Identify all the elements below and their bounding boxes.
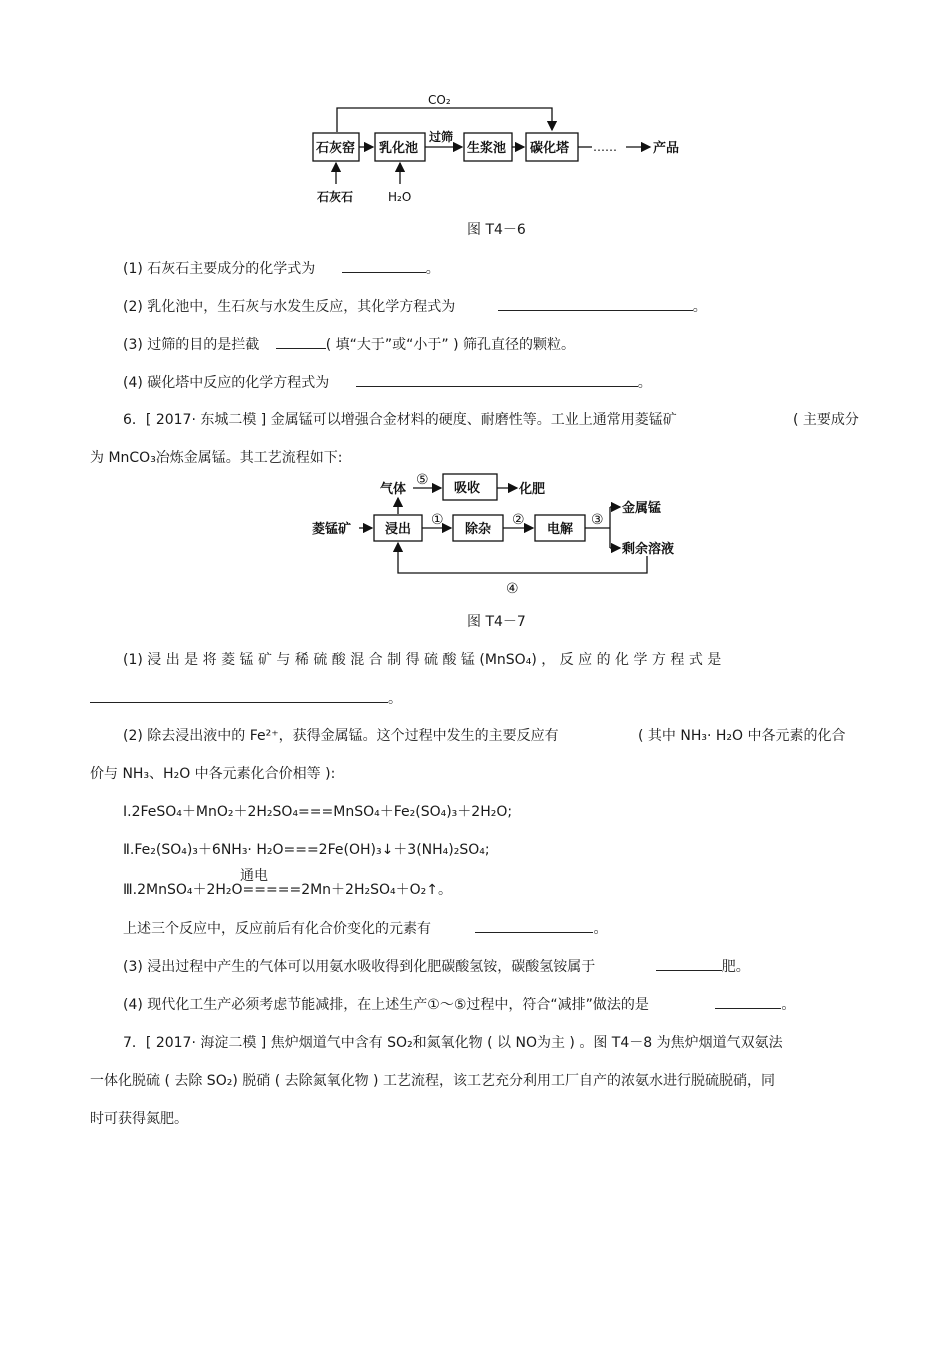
answer-blank[interactable]	[656, 956, 722, 971]
remaining-solution-label: 剩余溶液	[622, 542, 675, 557]
q6-intro-line1: 6．[ 2017· 东城二模 ] 金属锰可以增强合金材料的硬度、耐磨性等。工业上通常用菱锰矿	[123, 412, 677, 428]
box-slurry-label: 生浆池	[467, 141, 507, 156]
product-label: 产品	[653, 141, 680, 156]
q6-part2-line2: 价与 NH₃、H₂O 中各元素化合价相等 ):	[90, 766, 336, 782]
gas-label: 气体	[380, 482, 407, 497]
box-remove-label: 除杂	[465, 522, 492, 537]
q6-part1-line2: 。	[90, 688, 402, 709]
q6-part2-end: 上述三个反应中，反应前后有化合价变化的元素有 。	[123, 918, 607, 939]
q5-part1: (1) 石灰石主要成分的化学式为 。	[123, 258, 440, 279]
box-electrolysis-label: 电解	[547, 522, 574, 537]
reaction-3-condition: 通电	[240, 868, 268, 884]
step3-label: ③	[591, 512, 604, 528]
q6-part2-line1a: (2) 除去浸出液中的 Fe²⁺，获得金属锰。这个过程中发生的主要反应有	[123, 728, 559, 744]
ore-label: 菱锰矿	[312, 522, 352, 537]
answer-blank[interactable]	[475, 918, 593, 933]
box-absorb-label: 吸收	[454, 481, 481, 496]
q6-part2-line1b: ( 其中 NH₃· H₂O 中各元素的化合	[638, 728, 846, 744]
reaction-3: Ⅲ.2MnSO₄＋2H₂O=====2Mn＋2H₂SO₄＋O₂↑。	[123, 882, 452, 898]
co2-line	[337, 108, 552, 132]
q7-line3: 时可获得氮肥。	[90, 1111, 188, 1127]
flowchart-t4-7	[305, 468, 685, 600]
reaction-2: Ⅱ.Fe₂(SO₄)₃＋6NH₃· H₂O===2Fe(OH)₃↓＋3(NH₄)₂SO₄;	[123, 842, 490, 858]
step1-label: ①	[431, 512, 444, 528]
box-lime-kiln-label: 石灰窑	[316, 141, 356, 156]
answer-blank[interactable]	[498, 296, 693, 311]
answer-blank[interactable]	[342, 258, 426, 273]
flowchart-t4-6	[300, 88, 700, 208]
input-water: H₂O	[388, 190, 412, 204]
input-limestone: 石灰石	[317, 190, 354, 204]
q6-part3: (3) 浸出过程中产生的气体可以用氨水吸收得到化肥碳酸氢铵，碳酸氢铵属于 肥。	[123, 956, 750, 977]
co2-label: CO₂	[428, 93, 451, 107]
q7-line2: 一体化脱硫 ( 去除 SO₂) 脱硝 ( 去除氮氧化物 ) 工艺流程，该工艺充分利用工厂自产的浓氨水进行脱硫脱硝，同	[90, 1073, 775, 1089]
box-emulsify-label: 乳化池	[379, 141, 419, 156]
answer-blank[interactable]	[715, 994, 781, 1009]
q7-line1: 7．[ 2017· 海淀二模 ] 焦炉烟道气中含有 SO₂和氮氧化物 ( 以 NO为主 ) 。图 T4－8 为焦炉烟道气双氨法	[123, 1035, 783, 1051]
box-carbon-tower-label: 碳化塔	[530, 141, 570, 156]
sieve-label: 过筛	[429, 130, 454, 144]
dots: ……	[593, 140, 617, 154]
answer-blank[interactable]	[90, 688, 388, 703]
q6-part4: (4) 现代化工生产必须考虑节能减排，在上述生产①～⑤过程中，符合“减排”做法的是 。	[123, 994, 795, 1015]
step5-label: ⑤	[416, 472, 429, 488]
figure-caption-t4-6: 图 T4－6	[467, 222, 526, 238]
box-leach-label: 浸出	[385, 522, 412, 537]
q6-intro-line2: 为 MnCO₃冶炼金属锰。其工艺流程如下:	[90, 450, 343, 466]
step2-label: ②	[512, 512, 525, 528]
q5-part3: (3) 过筛的目的是拦截 ( 填“大于”或“小于” ) 筛孔直径的颗粒。	[123, 334, 575, 355]
q5-part2: (2) 乳化池中，生石灰与水发生反应，其化学方程式为 。	[123, 296, 707, 317]
fertilizer-label: 化肥	[519, 482, 546, 497]
step4-label: ④	[506, 581, 519, 597]
figure-caption-t4-7: 图 T4－7	[467, 614, 526, 630]
answer-blank[interactable]	[356, 372, 638, 387]
q6-part1-line1: (1) 浸 出 是 将 菱 锰 矿 与 稀 硫 酸 混 合 制 得 硫 酸 锰 (MnSO₄) ， 反 应 的 化 学 方 程 式 是	[123, 652, 722, 668]
metal-mn-label: 金属锰	[622, 501, 662, 516]
q5-part4: (4) 碳化塔中反应的化学方程式为 。	[123, 372, 652, 393]
reaction-1: Ⅰ.2FeSO₄＋MnO₂＋2H₂SO₄===MnSO₄＋Fe₂(SO₄)₃＋2H₂O;	[123, 804, 513, 820]
answer-blank[interactable]	[276, 334, 326, 349]
q6-intro-line1-tail: ( 主要成分	[793, 412, 859, 428]
